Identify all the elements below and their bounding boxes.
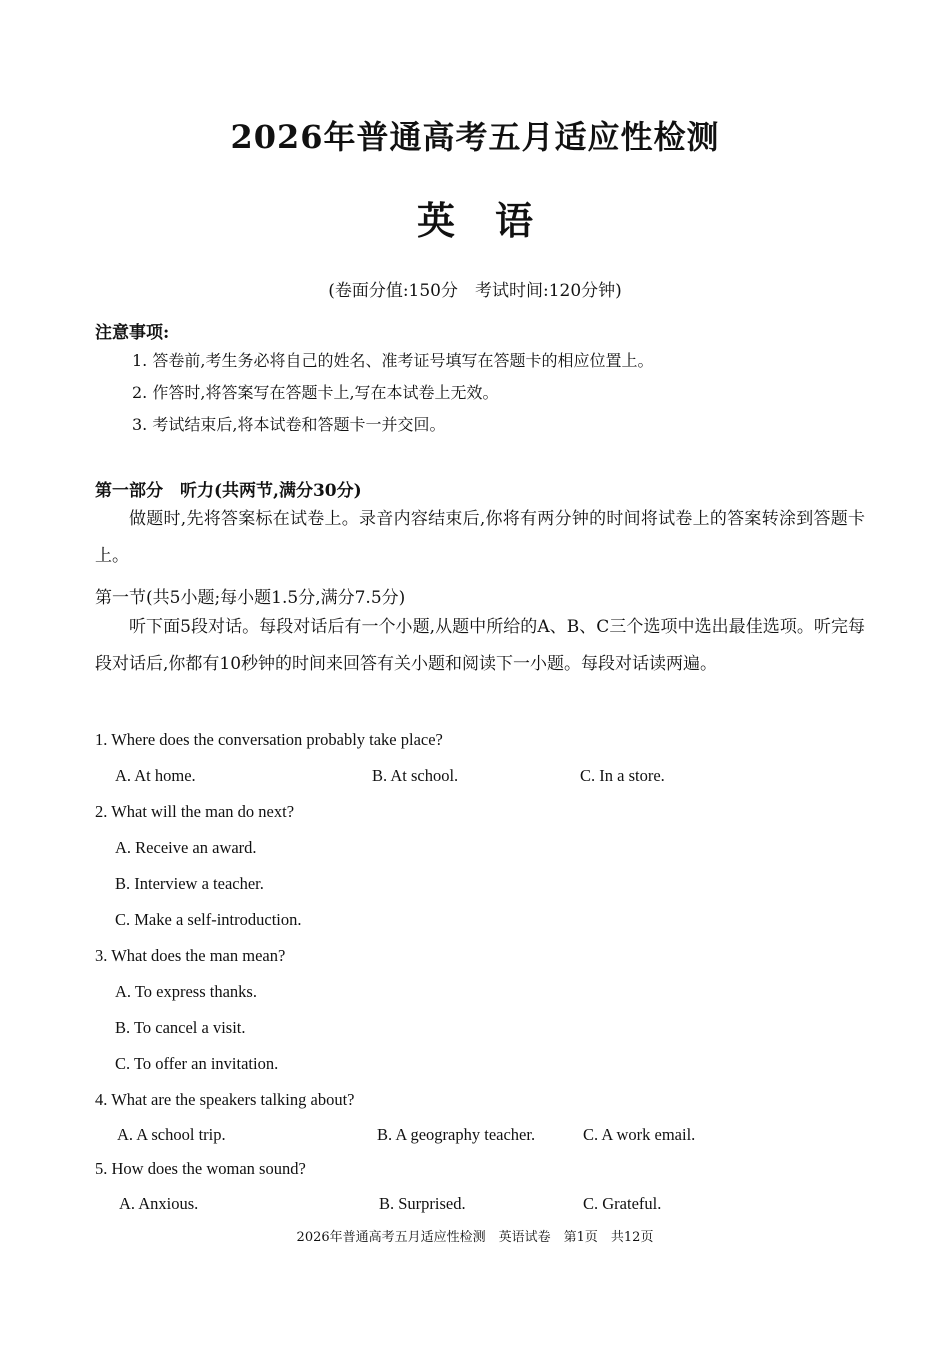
part1-heading: 第一部分 听力(共两节,满分30分) (95, 481, 362, 501)
section1-heading: 第一节(共5小题;每小题1.5分,满分7.5分) (95, 588, 406, 608)
question-stem: 3. What does the man mean? (95, 946, 286, 965)
question-stem: 1. Where does the conversation probably take place? (95, 730, 443, 749)
question-stem: 4. What are the speakers talking about? (95, 1090, 355, 1109)
option-c: C. Make a self-introduction. (115, 910, 302, 929)
exam-title: 2026年普通高考五月适应性检测 (230, 118, 720, 156)
question-stem: 5. How does the woman sound? (95, 1159, 306, 1178)
option-b: B. Surprised. (379, 1194, 466, 1213)
option-b: B. At school. (372, 766, 459, 785)
option-a: A. Receive an award. (115, 838, 257, 857)
question-stem: 2. What will the man do next? (95, 802, 295, 821)
notice-item: 3. 考试结束后,将本试卷和答题卡一并交回。 (132, 415, 446, 434)
option-a: A. Anxious. (119, 1194, 199, 1213)
option-b: B. A geography teacher. (377, 1125, 536, 1144)
option-a: A. A school trip. (117, 1125, 226, 1144)
part1-instruction: 做题时,先将答案标在试卷上。录音内容结束后,你将有两分钟的时间将试卷上的答案转涂到答题卡上。 (95, 509, 865, 566)
option-a: A. At home. (115, 766, 196, 785)
page-footer: 2026年普通高考五月适应性检测 英语试卷 第1页 共12页 (296, 1230, 654, 1245)
exam-meta: (卷面分值:150分 考试时间:120分钟) (328, 281, 622, 301)
notice-heading: 注意事项: (95, 323, 170, 343)
option-c: C. To offer an invitation. (115, 1054, 279, 1073)
notice-item: 2. 作答时,将答案写在答题卡上,写在本试卷上无效。 (132, 383, 499, 402)
section1-instruction: 听下面5段对话。每段对话后有一个小题,从题中所给的A、B、C三个选项中选出最佳选项。听完每段对话后,你都有10秒钟的时间来回答有关小题和阅读下一小题。每段对话读两遍。 (95, 617, 865, 674)
option-c: C. In a store. (580, 766, 665, 785)
option-a: A. To express thanks. (115, 982, 257, 1001)
notice-item: 1. 答卷前,考生务必将自己的姓名、准考证号填写在答题卡的相应位置上。 (132, 351, 654, 370)
subject-title: 英语 (416, 198, 573, 243)
option-c: C. Grateful. (583, 1194, 662, 1213)
option-c: C. A work email. (583, 1125, 696, 1144)
option-b: B. Interview a teacher. (115, 874, 264, 893)
option-b: B. To cancel a visit. (115, 1018, 246, 1037)
